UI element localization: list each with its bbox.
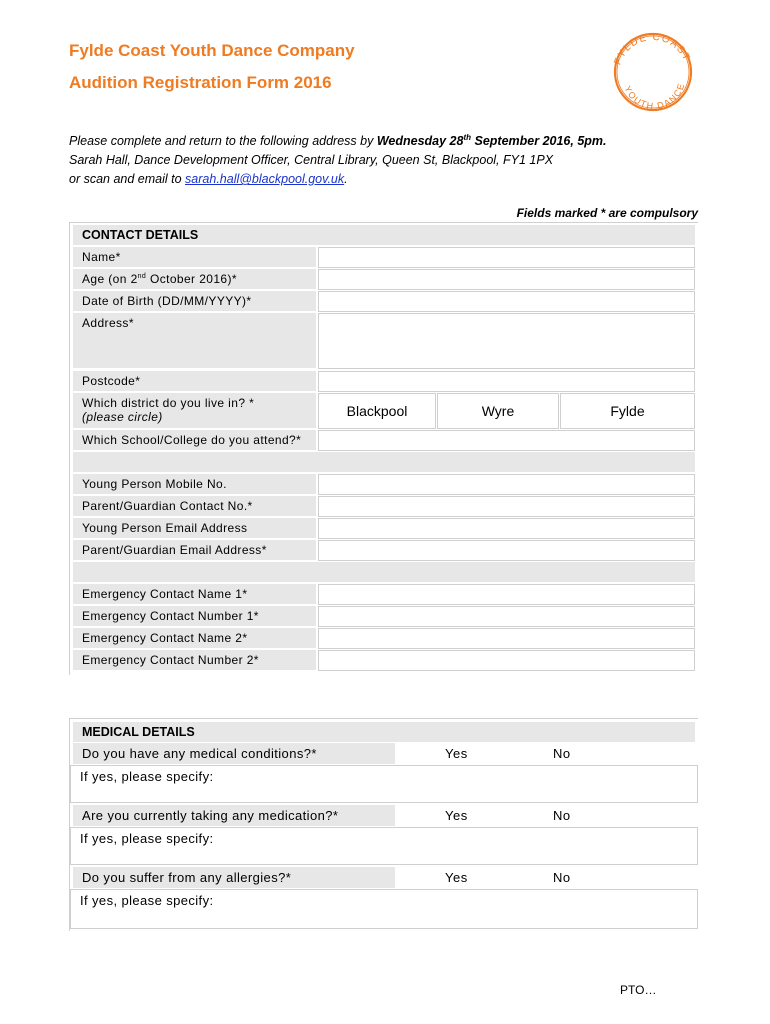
district-option-fylde[interactable]: Fylde [560, 393, 695, 429]
school-row [73, 430, 695, 451]
age-label: Age (on 2nd October 2016)* [73, 269, 316, 290]
district-row [73, 393, 695, 429]
name-row [73, 247, 695, 268]
medication-yes[interactable]: Yes [445, 808, 468, 823]
em-name1-field[interactable] [318, 584, 695, 605]
mobile-row [73, 474, 695, 495]
medical-conditions-no[interactable]: No [553, 746, 571, 761]
yp-email-row [73, 518, 695, 539]
medical-header-row [73, 722, 695, 742]
medication-no[interactable]: No [553, 808, 571, 823]
em-num1-row [73, 606, 695, 627]
medical-conditions-yes[interactable]: Yes [445, 746, 468, 761]
medication-question: Are you currently taking any medication?* [73, 805, 395, 826]
age-field[interactable] [318, 269, 695, 290]
contact-details-header: CONTACT DETAILS [82, 228, 199, 242]
district-label: Which district do you live in? * (please circle) [73, 393, 316, 429]
allergies-specify-label: If yes, please specify: [80, 893, 214, 908]
address-label: Address* [73, 313, 316, 369]
form-title: Audition Registration Form 2016 [69, 73, 332, 92]
logo-text-bottom: YOUTH DANCE [622, 81, 687, 112]
parent-phone-label: Parent/Guardian Contact No.* [73, 496, 316, 517]
parent-email-field[interactable] [318, 540, 695, 561]
logo-text-top: FYLDE COAST [612, 31, 693, 67]
medication-specify-field[interactable] [70, 827, 698, 865]
instructions [69, 128, 709, 189]
postcode-row [73, 371, 695, 392]
dob-field[interactable] [318, 291, 695, 312]
parent-email-row [73, 540, 695, 561]
spacer-row-1 [73, 452, 695, 472]
allergies-no[interactable]: No [553, 870, 571, 885]
address-field[interactable] [318, 313, 695, 369]
postcode-label: Postcode* [73, 371, 316, 392]
medical-details-section [69, 718, 698, 931]
form-organisation-title: Fylde Coast Youth Dance Company [69, 41, 355, 60]
medication-row [73, 805, 695, 826]
medical-conditions-row [73, 743, 695, 764]
dob-label: Date of Birth (DD/MM/YYYY)* [73, 291, 316, 312]
parent-phone-row [73, 496, 695, 517]
allergies-specify-field[interactable] [70, 889, 698, 929]
district-option-wyre[interactable]: Wyre [437, 393, 559, 429]
contact-header-row [73, 225, 695, 245]
yp-email-field[interactable] [318, 518, 695, 539]
medical-conditions-question: Do you have any medical conditions?* [73, 743, 395, 764]
name-field[interactable] [318, 247, 695, 268]
medical-conditions-specify-field[interactable] [70, 765, 698, 803]
em-name2-field[interactable] [318, 628, 695, 649]
em-num1-field[interactable] [318, 606, 695, 627]
compulsory-note: Fields marked * are compulsory [516, 206, 698, 220]
em-name1-label: Emergency Contact Name 1* [73, 584, 316, 605]
parent-phone-field[interactable] [318, 496, 695, 517]
instructions-line-3: or scan and email to sarah.hall@blackpool.gov.uk. [69, 172, 348, 187]
address-row [73, 313, 695, 369]
medical-details-header: MEDICAL DETAILS [82, 725, 195, 739]
em-name2-label: Emergency Contact Name 2* [73, 628, 316, 649]
postcode-field[interactable] [318, 371, 695, 392]
em-num1-label: Emergency Contact Number 1* [73, 606, 316, 627]
fylde-coast-youth-dance-logo [605, 26, 701, 112]
email-link[interactable]: sarah.hall@blackpool.gov.uk [185, 172, 345, 187]
age-row [73, 269, 695, 290]
em-name2-row [73, 628, 695, 649]
yp-email-label: Young Person Email Address [73, 518, 316, 539]
medication-specify-label: If yes, please specify: [80, 831, 214, 846]
medical-conditions-specify-label: If yes, please specify: [80, 769, 214, 784]
allergies-yes[interactable]: Yes [445, 870, 468, 885]
instructions-line-1: Please complete and return to the following address by Wednesday 28th September 2016, 5pm. [69, 133, 607, 149]
name-label: Name* [73, 247, 316, 268]
em-num2-label: Emergency Contact Number 2* [73, 650, 316, 671]
dob-row [73, 291, 695, 312]
em-name1-row [73, 584, 695, 605]
em-num2-field[interactable] [318, 650, 695, 671]
district-option-blackpool[interactable]: Blackpool [318, 393, 436, 429]
allergies-question: Do you suffer from any allergies?* [73, 867, 395, 888]
school-field[interactable] [318, 430, 695, 451]
mobile-label: Young Person Mobile No. [73, 474, 316, 495]
allergies-row [73, 867, 695, 888]
school-label: Which School/College do you attend?* [73, 430, 316, 451]
instructions-line-2: Sarah Hall, Dance Development Officer, Central Library, Queen St, Blackpool, FY1 1PX [69, 153, 554, 168]
spacer-row-2 [73, 562, 695, 582]
mobile-field[interactable] [318, 474, 695, 495]
parent-email-label: Parent/Guardian Email Address* [73, 540, 316, 561]
contact-details-section [69, 222, 698, 675]
em-num2-row [73, 650, 695, 671]
page-turn-note: PTO… [620, 983, 657, 997]
